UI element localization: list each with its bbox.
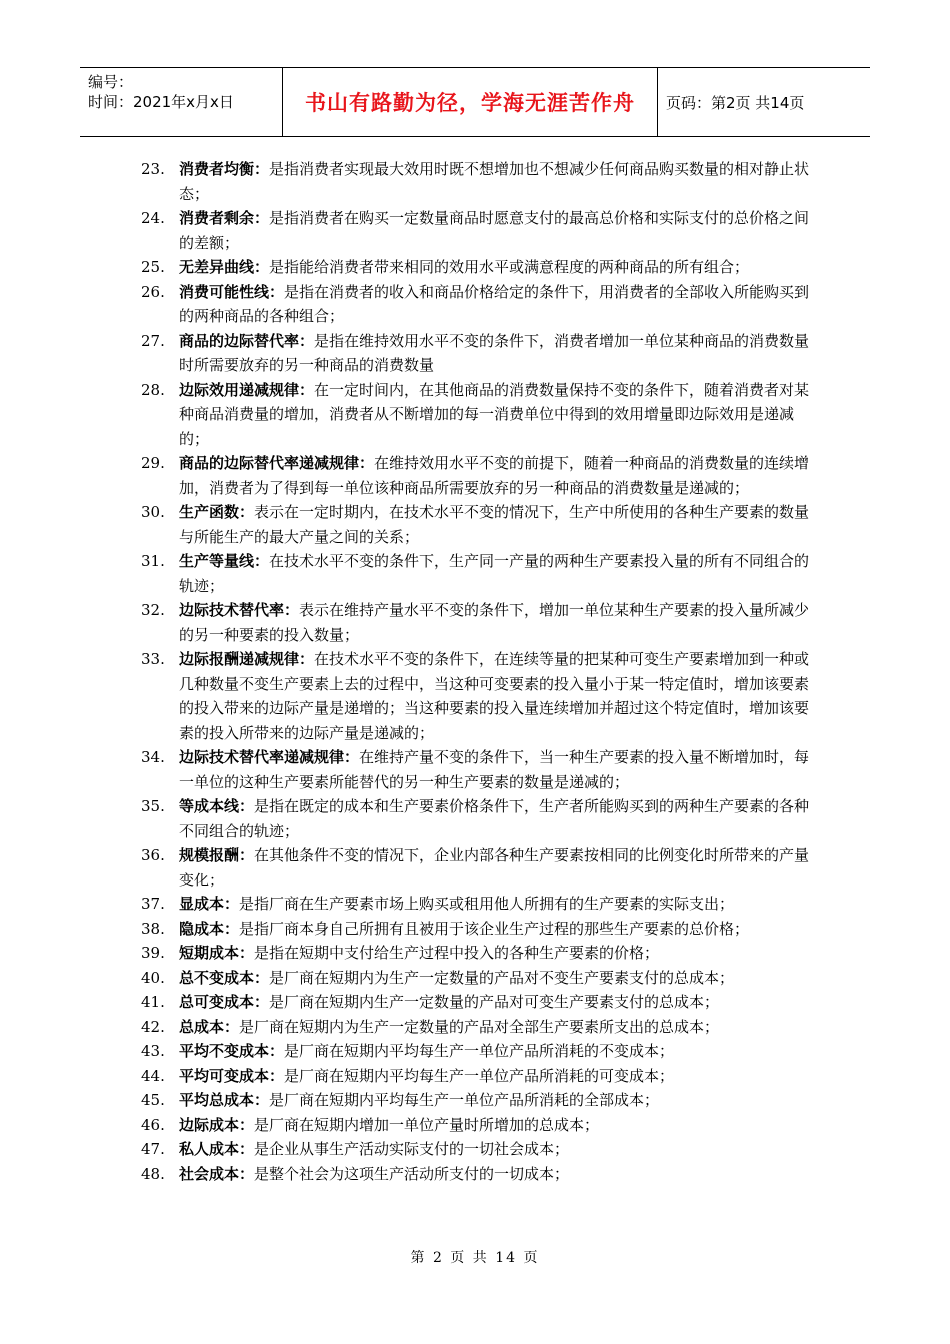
- item-number: 32.: [141, 601, 165, 619]
- list-item: [141, 917, 811, 942]
- item-number: 41.: [141, 993, 165, 1011]
- header-page-info: 页码：第2页 共14页: [666, 93, 805, 112]
- item-text: [179, 843, 811, 892]
- item-text: [179, 892, 811, 917]
- item-text: [179, 549, 811, 598]
- item-text: [179, 1039, 811, 1064]
- item-text: [179, 157, 811, 206]
- item-term: 等成本线：: [179, 797, 255, 815]
- item-term: 总可变成本：: [179, 993, 270, 1011]
- item-text: [179, 1113, 811, 1138]
- item-number: 33.: [141, 650, 165, 668]
- item-definition: 是指在消费者的收入和商品价格给定的条件下，用消费者的全部收入所能购买到的两种商品的各种组合；: [179, 282, 810, 325]
- item-term: 平均不变成本：: [179, 1042, 285, 1060]
- item-text: [179, 1088, 811, 1113]
- document-number-label: 编号：: [88, 73, 134, 91]
- list-item: [141, 1162, 811, 1187]
- list-item: [141, 255, 811, 280]
- item-text: [179, 1015, 811, 1040]
- item-term: 私人成本：: [179, 1140, 255, 1158]
- list-item: [141, 378, 811, 452]
- list-item: [141, 1064, 811, 1089]
- item-definition: 在技术水平不变的条件下，在连续等量的把某种可变生产要素增加到一种或几种数量不变生产要素上去的过程中，当这种可变要素的投入量小于某一特定值时，增加该要素的投入带来的边际产量是递增的；当这种要素的投入量连续增加并超过这个特定值时，增加该要素的投入所带来的边际产量是递减的；: [179, 650, 810, 742]
- item-number: 43.: [141, 1042, 165, 1060]
- item-number: 31.: [141, 552, 165, 570]
- list-item: [141, 966, 811, 991]
- list-item: [141, 843, 811, 892]
- item-number: 44.: [141, 1066, 165, 1085]
- list-item: [141, 1015, 811, 1040]
- item-number: 28.: [141, 380, 165, 399]
- item-definition: 是指厂商本身自己所拥有且被用于该企业生产过程的那些生产要素的总价格；: [239, 919, 750, 938]
- item-text: [179, 451, 811, 500]
- item-text: [179, 255, 811, 280]
- item-number: 38.: [141, 919, 165, 938]
- item-number: 39.: [141, 944, 165, 962]
- item-definition: 在维持效用水平不变的前提下，随着一种商品的消费数量的连续增加，消费者为了得到每一单位该种商品所需要放弃的另一种商品的消费数量是递减的；: [179, 454, 810, 497]
- item-definition: 在维持产量不变的条件下，当一种生产要素的投入量不断增加时，每一单位的这种生产要素所能替代的另一种生产要素的数量是递减的；: [179, 748, 810, 791]
- item-definition: 在技术水平不变的条件下，生产同一产量的两种生产要素投入量的所有不同组合的轨迹；: [179, 552, 810, 595]
- item-number: 46.: [141, 1115, 165, 1134]
- header-slogan: 书山有路勤为径，学海无涯苦作舟: [283, 68, 658, 136]
- list-item: [141, 892, 811, 917]
- list-item: [141, 941, 811, 966]
- item-definition: 是指消费者实现最大效用时既不想增加也不想减少任何商品购买数量的相对静止状态；: [179, 160, 810, 203]
- item-text: [179, 1162, 811, 1187]
- list-item: [141, 1088, 811, 1113]
- page-header: [80, 67, 870, 137]
- list-item: [141, 1039, 811, 1064]
- item-term: 边际报酬递减规律：: [179, 650, 315, 668]
- item-term: 短期成本：: [179, 944, 255, 962]
- item-text: [179, 647, 811, 745]
- item-text: [179, 917, 811, 942]
- list-item: [141, 157, 811, 206]
- list-item: [141, 549, 811, 598]
- item-text: [179, 206, 811, 255]
- item-definition: 是厂商在短期内增加一单位产量时所增加的总成本；: [254, 1115, 600, 1134]
- item-definition: 表示在维持产量水平不变的条件下，增加一单位某种生产要素的投入量所减少的另一种要素的投入数量；: [179, 601, 810, 644]
- item-term: 消费者剩余：: [179, 209, 270, 227]
- item-definition: 是指在维持效用水平不变的条件下，消费者增加一单位某种商品的消费数量时所需要放弃的另一种商品的消费数量: [179, 331, 810, 374]
- list-item: [141, 500, 811, 549]
- item-definition: 是指厂商在生产要素市场上购买或租用他人所拥有的生产要素的实际支出；: [239, 895, 735, 913]
- item-definition: 在其他条件不变的情况下，企业内部各种生产要素按相同的比例变化时所带来的产量变化；: [179, 846, 810, 889]
- item-term: 生产函数：: [179, 503, 255, 521]
- item-text: [179, 598, 811, 647]
- item-term: 隐成本：: [179, 919, 240, 938]
- item-term: 商品的边际替代率递减规律：: [179, 454, 375, 472]
- item-text: [179, 745, 811, 794]
- item-term: 总不变成本：: [179, 968, 270, 987]
- item-number: 27.: [141, 331, 165, 350]
- list-item: [141, 647, 811, 745]
- page-footer: 第 2 页 共 14 页: [410, 1250, 540, 1266]
- item-definition: 是整个社会为这项生产活动所支付的一切成本；: [254, 1164, 570, 1183]
- list-item: [141, 280, 811, 329]
- item-number: 42.: [141, 1017, 165, 1036]
- item-definition: 是指消费者在购买一定数量商品时愿意支付的最高总价格和实际支付的总价格之间的差额；: [179, 209, 810, 252]
- item-number: 37.: [141, 895, 165, 913]
- item-definition: 是厂商在短期内为生产一定数量的产品对全部生产要素所支出的总成本；: [239, 1017, 720, 1036]
- list-item: [141, 329, 811, 378]
- item-term: 商品的边际替代率：: [179, 331, 315, 350]
- item-text: [179, 280, 811, 329]
- item-term: 生产等量线：: [179, 552, 270, 570]
- item-definition: 是企业从事生产活动实际支付的一切社会成本；: [254, 1140, 570, 1158]
- item-number: 48.: [141, 1164, 165, 1183]
- list-item: [141, 451, 811, 500]
- item-term: 社会成本：: [179, 1164, 255, 1183]
- header-meta: [80, 68, 283, 136]
- item-number: 29.: [141, 454, 165, 472]
- item-definition: 是厂商在短期内平均每生产一单位产品所消耗的不变成本；: [284, 1042, 675, 1060]
- item-text: [179, 500, 811, 549]
- item-text: [179, 941, 811, 966]
- item-number: 45.: [141, 1091, 165, 1109]
- list-item: [141, 794, 811, 843]
- item-number: 34.: [141, 748, 165, 766]
- item-number: 24.: [141, 209, 165, 227]
- list-item: [141, 206, 811, 255]
- item-term: 平均总成本：: [179, 1091, 270, 1109]
- item-term: 规模报酬：: [179, 846, 255, 864]
- list-item: [141, 990, 811, 1015]
- item-text: [179, 966, 811, 991]
- item-number: 40.: [141, 968, 165, 987]
- list-item: [141, 598, 811, 647]
- item-term: 边际技术替代率：: [179, 601, 300, 619]
- item-number: 26.: [141, 282, 165, 301]
- item-term: 消费者均衡：: [179, 160, 270, 178]
- item-number: 25.: [141, 258, 165, 276]
- item-definition: 是厂商在短期内为生产一定数量的产品对不变生产要素支付的总成本；: [269, 968, 735, 987]
- item-term: 总成本：: [179, 1017, 240, 1036]
- item-definition: 是指在既定的成本和生产要素价格条件下，生产者所能购买到的两种生产要素的各种不同组合的轨迹；: [179, 797, 810, 840]
- list-item: [141, 745, 811, 794]
- item-term: 边际效用递减规律：: [179, 380, 315, 399]
- item-term: 无差异曲线：: [179, 258, 270, 276]
- item-definition: 是指在短期中支付给生产过程中投入的各种生产要素的价格；: [254, 944, 660, 962]
- list-item: [141, 1137, 811, 1162]
- item-term: 边际成本：: [179, 1115, 255, 1134]
- item-term: 消费可能性线：: [179, 282, 285, 301]
- item-number: 30.: [141, 503, 165, 521]
- item-text: [179, 329, 811, 378]
- item-definition: 是指能给消费者带来相同的效用水平或满意程度的两种商品的所有组合；: [269, 258, 750, 276]
- item-definition: 是厂商在短期内生产一定数量的产品对可变生产要素支付的总成本；: [269, 993, 720, 1011]
- item-number: 35.: [141, 797, 165, 815]
- item-term: 边际技术替代率递减规律：: [179, 748, 360, 766]
- item-number: 47.: [141, 1140, 165, 1158]
- item-text: [179, 1137, 811, 1162]
- definition-list: [141, 157, 811, 1186]
- item-definition: 在一定时间内，在其他商品的消费数量保持不变的条件下，随着消费者对某种商品消费量的增加，消费者从不断增加的每一消费单位中得到的效用增量即边际效用是递减的；: [179, 380, 810, 448]
- list-item: [141, 1113, 811, 1138]
- item-number: 36.: [141, 846, 165, 864]
- item-text: [179, 990, 811, 1015]
- item-text: [179, 794, 811, 843]
- item-text: [179, 1064, 811, 1089]
- document-date: 时间：2021年x月x日: [88, 93, 234, 111]
- item-term: 显成本：: [179, 895, 240, 913]
- item-text: [179, 378, 811, 452]
- item-definition: 是厂商在短期内平均每生产一单位产品所消耗的可变成本；: [284, 1066, 675, 1085]
- item-term: 平均可变成本：: [179, 1066, 285, 1085]
- item-definition: 表示在一定时期内，在技术水平不变的情况下，生产中所使用的各种生产要素的数量与所能生产的最大产量之间的关系；: [179, 503, 810, 546]
- item-definition: 是厂商在短期内平均每生产一单位产品所消耗的全部成本；: [269, 1091, 660, 1109]
- item-number: 23.: [141, 160, 165, 178]
